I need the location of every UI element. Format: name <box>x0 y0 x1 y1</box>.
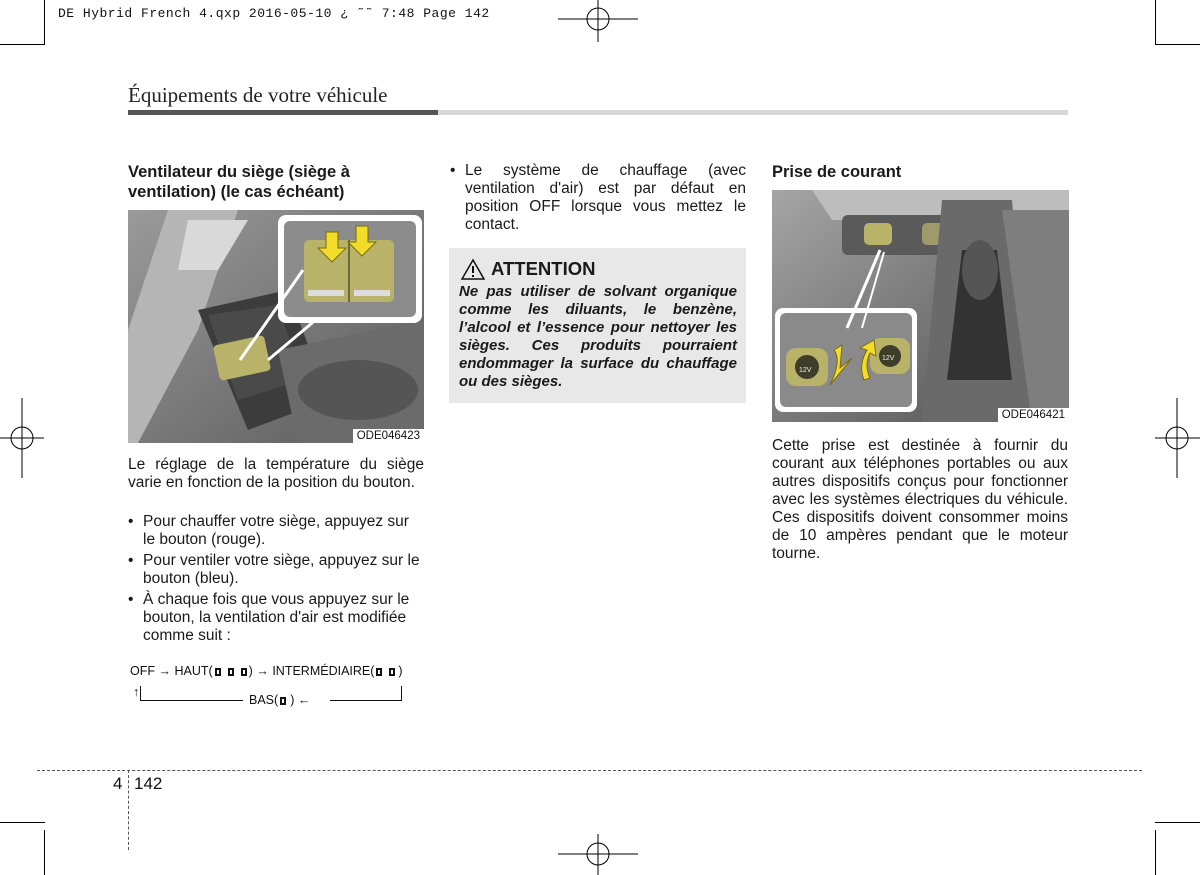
seat-ventilation-intro: Le réglage de la température du siège varie en fonction de la position du bouton. <box>128 456 424 491</box>
ventilation-cycle-diagram <box>130 664 403 678</box>
diagram-close-1: ) <box>248 664 253 678</box>
list-item: • Le système de chauffage (avec ventilation d'air) est par défaut en position OFF lorsque vous mettez le contact. <box>450 162 746 233</box>
footer-rule <box>37 770 1142 771</box>
attention-title: ATTENTION <box>491 258 596 279</box>
seat-ventilation-illustration <box>128 210 424 443</box>
list-item: • À chaque fois que vous appuyez sur le bouton, la ventilation d'air est modifiée comme suit : <box>128 591 410 644</box>
chapter-number: 4 <box>113 774 123 793</box>
fan-high-icon <box>213 666 249 678</box>
warning-icon <box>461 258 485 285</box>
diagram-close-3: ) <box>290 693 295 707</box>
diagram-bas: BAS( <box>249 693 279 707</box>
diagram-left-arrow: ← <box>297 693 311 707</box>
power-outlet-image <box>772 190 1069 422</box>
diagram-arrow: → <box>158 664 171 678</box>
page-number: 142 <box>134 774 163 793</box>
default-off-note <box>450 162 746 234</box>
diagram-off: OFF <box>130 664 155 678</box>
footer-divider <box>128 770 129 850</box>
fan-mid-icon <box>374 666 398 678</box>
diagram-arrow-2: → <box>256 664 269 678</box>
fan-low-icon <box>278 695 290 707</box>
diagram-close-2: ) <box>398 664 403 678</box>
diagram-haut: HAUT( <box>174 664 213 678</box>
power-outlet-text: Cette prise est destinée à fournir du courant aux téléphones portables ou aux autres dispositifs conçus pour fonctionner avec les systèmes électriques du véhicule. Ces dispositifs doivent consommer moins de 10 ampères pendant que le moteur tourne. <box>772 437 1068 562</box>
diagram-line-left <box>140 700 243 701</box>
attention-text: Ne pas utiliser de solvant organique comme les diluants, le benzène, l’alcool et l’essence pour nettoyer les sièges. Ces produits pourraient endommager la surface du chauffage ou des sièges. <box>459 283 737 390</box>
diagram-line-return <box>401 686 402 701</box>
diagram-intermediaire: INTERMÉDIAIRE( <box>272 664 375 678</box>
diagram-up-arrow: ↑ <box>133 685 140 699</box>
list-item: • Pour chauffer votre siège, appuyez sur le bouton (rouge). <box>128 513 409 548</box>
diagram-line-right <box>330 700 402 701</box>
seat-ventilation-heading: Ventilateur du siège (siège à ventilation) (le cas échéant) <box>128 163 350 201</box>
diagram-line-up <box>140 686 141 701</box>
power-outlet-illustration <box>772 190 1069 422</box>
section-title: Équipements de votre véhicule <box>128 83 388 107</box>
socket-label-2: 12V <box>882 355 895 362</box>
diagram-bas-group <box>249 693 310 707</box>
power-outlet-heading: Prise de courant <box>772 163 902 181</box>
socket-label-1: 12V <box>799 367 812 374</box>
image-code-right: ODE046421 <box>998 408 1069 422</box>
title-rule-accent <box>128 110 438 115</box>
seat-ventilation-image <box>128 210 424 443</box>
list-item: • Pour ventiler votre siège, appuyez sur le bouton (bleu). <box>128 552 420 587</box>
print-header: DE Hybrid French 4.qxp 2016-05-10 ¿ ˜˜ 7:48 Page 142 <box>58 6 490 21</box>
image-code-left: ODE046423 <box>353 429 424 443</box>
seat-ventilation-bullets <box>128 513 424 645</box>
attention-box <box>449 248 746 403</box>
